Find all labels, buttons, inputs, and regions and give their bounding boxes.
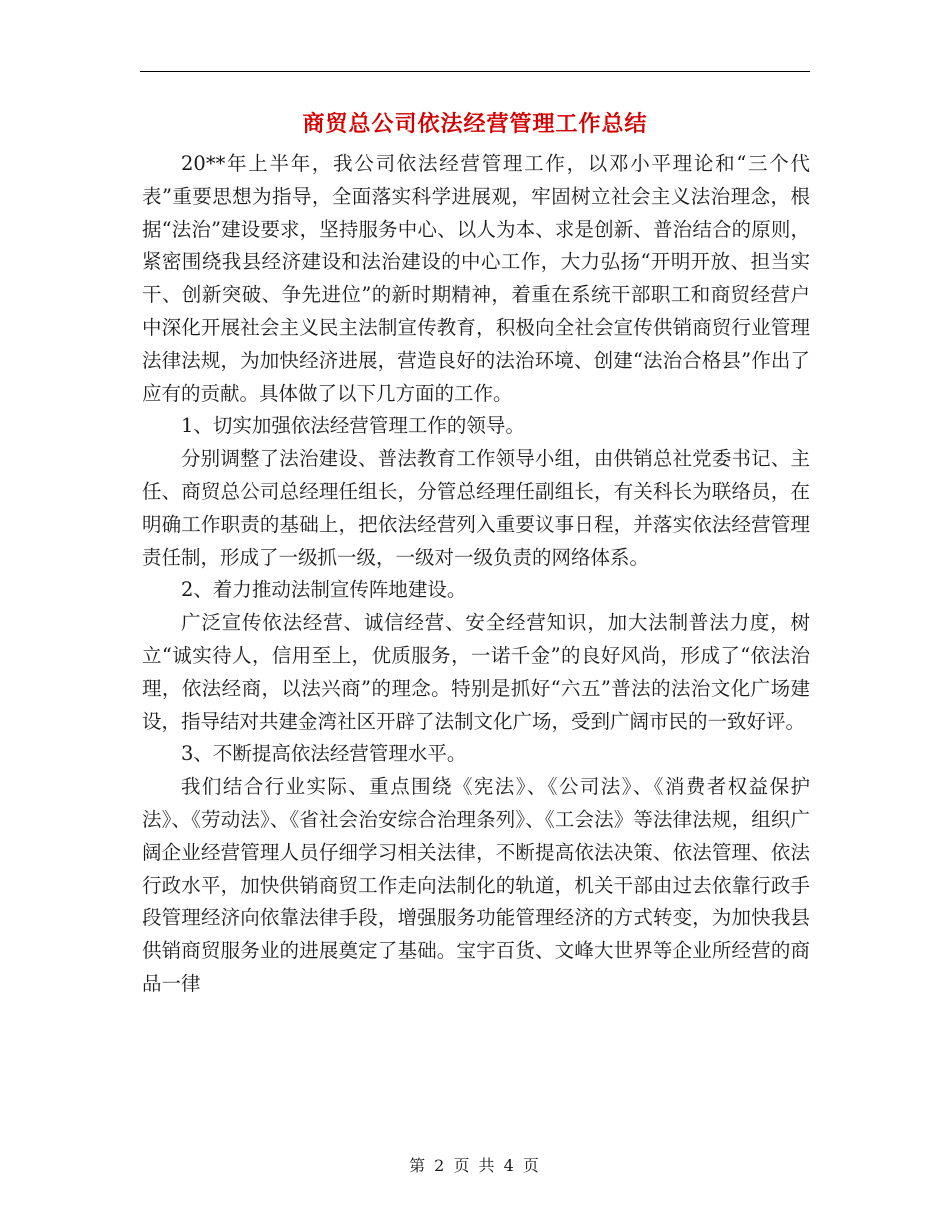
- page-number: 第 2 页 共 4 页: [409, 1156, 541, 1175]
- document-body: [142, 148, 810, 1001]
- document-title: 商贸总公司依法经营管理工作总结: [302, 112, 648, 137]
- paragraph-section-3: 我们结合行业实际、重点围绕《宪法》、《公司法》、《消费者权益保护法》、《劳动法》、《省社会治安综合治理条列》、《工会法》等法律法规，组织广阔企业经营管理人员仔细学习相关法律，不断提高依法决策、依法管理、依法行政水平，加快供销商贸工作走向法制化的轨道，机关干部由过去依靠行政手段管理经济向依靠法律手段，增强服务功能管理经济的方式转变，为加快我县供销商贸服务业的进展奠定了基础。宝宇百货、文峰大世界等企业所经营的商品一律: [142, 775, 810, 995]
- section-heading-1: 1、切实加强依法经营管理工作的领导。: [181, 414, 525, 438]
- page-footer: [0, 1153, 950, 1176]
- section-heading-2: 2、着力推动法制宣传阵地建设。: [181, 578, 467, 602]
- paragraph-section-2: 广泛宣传依法经营、诚信经营、安全经营知识，加大法制普法力度，树立“诚实待人，信用至上，优质服务，一诺千金”的良好风尚，形成了“依法治理，依法经商，以法兴商”的理念。特别是抓好“六五”普法的法治文化广场建设，指导结对共建金湾社区开辟了法制文化广场，受到广阔市民的一致好评。: [142, 611, 810, 733]
- header-rule: [140, 71, 810, 72]
- paragraph-intro: 20**年上半年，我公司依法经营管理工作，以邓小平理论和“三个代表”重要思想为指导，全面落实科学进展观，牢固树立社会主义法治理念，根据“法治”建设要求，坚持服务中心、以人为本、求是创新、普治结合的原则，紧密围绕我县经济建设和法治建设的中心工作，大力弘扬“开明开放、担当实干、创新突破、争先进位”的新时期精神，着重在系统干部职工和商贸经营户中深化开展社会主义民主法制宣传教育，积极向全社会宣传供销商贸行业管理法律法规，为加快经济进展，营造良好的法治环境、创建“法治合格县”作出了应有的贡献。具体做了以下几方面的工作。: [142, 152, 810, 405]
- section-heading-3: 3、不断提高依法经营管理水平。: [181, 742, 467, 766]
- paragraph-section-1: 分别调整了法治建设、普法教育工作领导小组，由供销总社党委书记、主任、商贸总公司总经理任组长，分管总经理任副组长，有关科长为联络员，在明确工作职责的基础上，把依法经营列入重要议事日程，并落实依法经营管理责任制，形成了一级抓一级，一级对一级负责的网络体系。: [142, 447, 810, 569]
